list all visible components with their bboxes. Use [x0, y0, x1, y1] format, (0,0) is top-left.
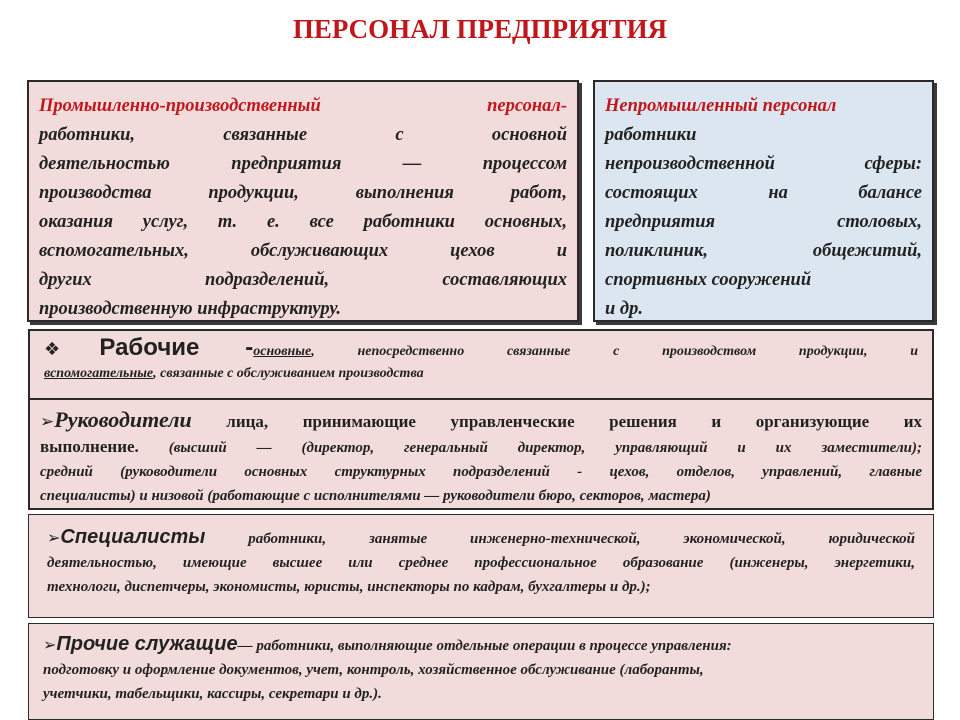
nonindustrial-line: поликлиник, общежитий, [605, 241, 922, 261]
managers-line4: специалисты) и низовой (работающие с исполнителями — руководители бюро, секторов, мастера) [40, 488, 711, 504]
others-line1: — работники, выполняющие отдельные операции в процессе управления: [237, 638, 732, 654]
nonindustrial-heading: Непромышленный персонал [605, 96, 837, 116]
arrow-bullet-icon: ➢ [40, 412, 55, 432]
industrial-line: производства продукции, выполнения работ, [39, 183, 567, 203]
nonindustrial-personnel-box [593, 80, 934, 322]
specialists-box [28, 514, 934, 618]
arrow-bullet-icon: ➢ [43, 635, 57, 654]
industrial-line: производственную инфраструктуру. [39, 299, 342, 319]
arrow-bullet-icon: ➢ [47, 528, 61, 547]
workers-heading: Рабочие [99, 334, 200, 361]
managers-line1: лица, принимающие управленческие решения и организующие их [191, 412, 922, 431]
workers-dash: - [199, 334, 254, 361]
specialists-line1: работники, занятые инженерно-технической, экономической, юридической [205, 531, 915, 547]
managers-heading: Руководители [54, 407, 192, 432]
specialists-line2: деятельностью, имеющие высшее или среднее профессиональное образование (инженеры, энергетики, [47, 555, 915, 571]
nonindustrial-line: состоящих на балансе [605, 183, 922, 203]
others-line2: подготовку и оформление документов, учет, контроль, хозяйственное обслуживание (лаборанты, [43, 662, 704, 678]
others-heading: Прочие служащие [56, 633, 238, 655]
industrial-heading: Промышленно-производственный персонал- [39, 96, 567, 116]
workers-aux-text: , связанные с обслуживанием производства [153, 366, 424, 381]
specialists-line3: технологи, диспетчеры, экономисты, юристы, инспекторы по кадрам, бухгалтеры и др.); [47, 579, 651, 595]
industrial-personnel-box [27, 80, 579, 322]
industrial-line: оказания услуг, т. е. все работники основных, [39, 212, 567, 232]
managers-box [28, 398, 934, 510]
nonindustrial-line: предприятия столовых, [605, 212, 922, 232]
workers-aux-term: вспомогательные [44, 366, 154, 381]
nonindustrial-line: непроизводственной сферы: [605, 154, 922, 174]
managers-line2-bold: выполнение. [40, 437, 139, 456]
nonindustrial-line: работники [605, 125, 697, 145]
page-title: ПЕРСОНАЛ ПРЕДПРИЯТИЯ [292, 14, 668, 44]
managers-line3: средний (руководители основных структурных подразделений - цехов, отделов, управлений, главные [40, 464, 922, 480]
others-box [28, 623, 934, 720]
industrial-line: других подразделений, составляющих [39, 270, 567, 290]
industrial-line: деятельностью предприятия — процессом [39, 154, 567, 174]
specialists-heading: Специалисты [60, 526, 206, 548]
workers-main-text: , непосредственно связанные с производством продукции, и [311, 344, 918, 359]
nonindustrial-line: и др. [605, 299, 643, 319]
industrial-line: работники, связанные с основной [39, 125, 567, 145]
nonindustrial-line: спортивных сооружений [605, 270, 812, 290]
others-line3: учетчики, табельщики, кассиры, секретари и др.). [43, 686, 382, 702]
workers-box [28, 329, 934, 401]
workers-main-term: основные [253, 344, 312, 359]
managers-line2: (высший — (директор, генеральный директор, управляющий и их заместители); [138, 440, 922, 456]
industrial-line: вспомогательных, обслуживающих цехов и [39, 241, 567, 261]
diamond-bullet-icon: ❖ [44, 339, 100, 360]
